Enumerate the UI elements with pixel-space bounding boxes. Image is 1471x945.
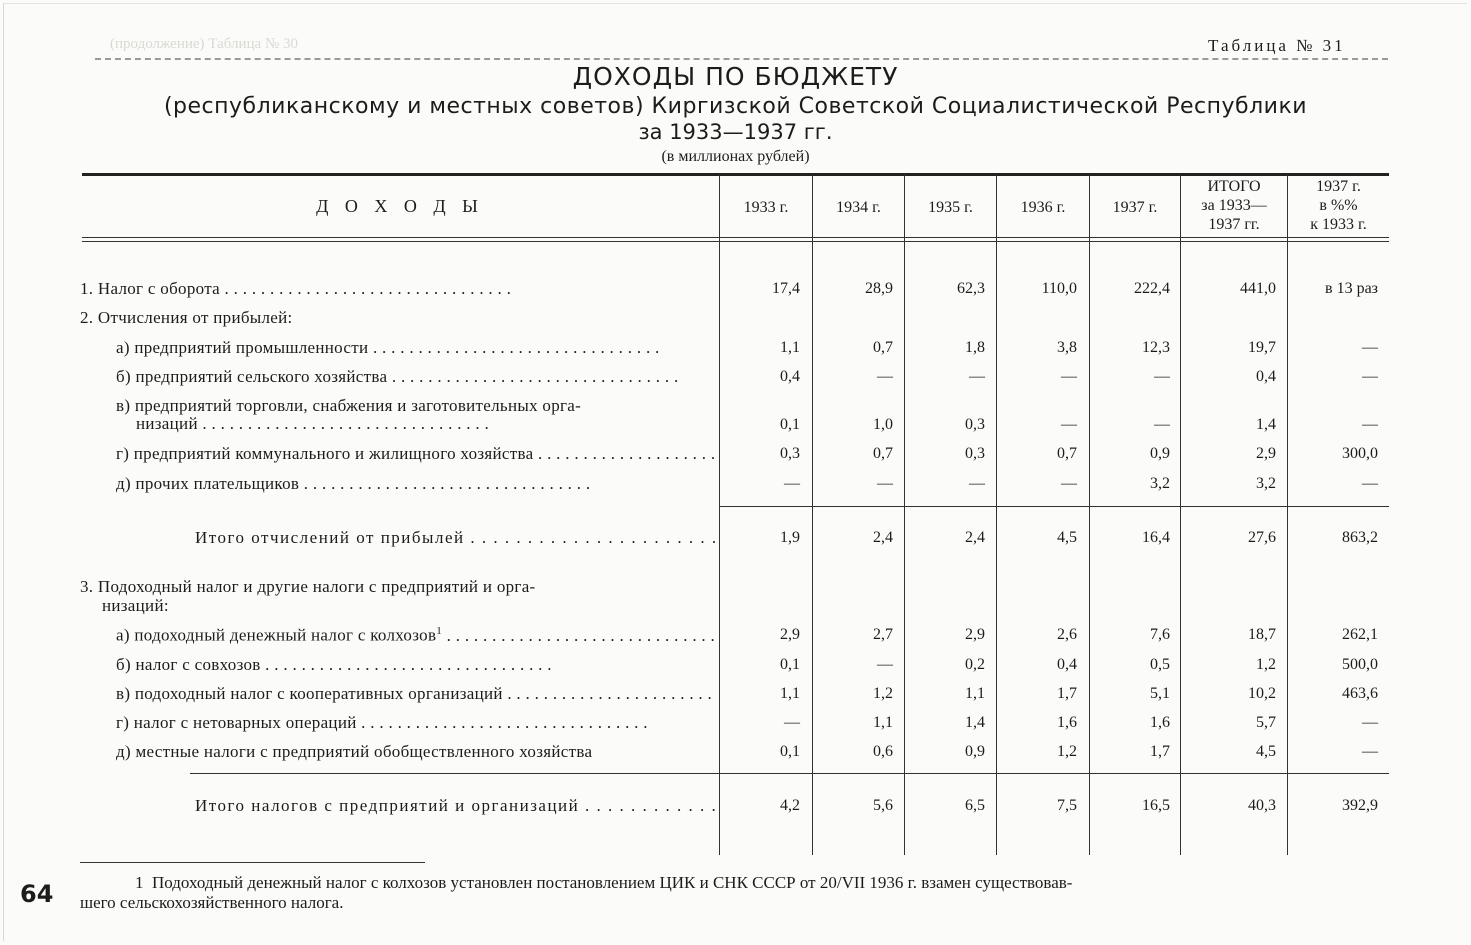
table-cell: — — [1362, 368, 1378, 385]
column-header-year: 1934 г. — [836, 199, 881, 216]
column-header-total-line: за 1933— — [1201, 197, 1267, 214]
table-cell: 0,7 — [873, 445, 893, 462]
table-cell: 1,2 — [873, 685, 893, 702]
row-label-communal: г) предприятий коммунального и жилищного хозяйства . . . — [116, 444, 715, 464]
table-cell: в 13 раз — [1325, 280, 1378, 297]
row-label-income-tax-cont: низаций: — [102, 596, 169, 615]
table-cell: 0,1 — [780, 416, 800, 433]
table-cell: 19,7 — [1248, 339, 1276, 356]
table-cell: 300,0 — [1342, 445, 1378, 462]
table-cell: — — [1154, 368, 1170, 385]
table-cell: 1,7 — [1150, 743, 1170, 760]
table-cell: 2,4 — [873, 529, 893, 546]
table-cell: 0,6 — [873, 743, 893, 760]
table-cell: 2,9 — [965, 626, 985, 643]
row-label-local-taxes: д) местные налоги с предприятий обобществленного хозяйства — [116, 742, 593, 761]
table-cell: 5,1 — [1150, 685, 1170, 702]
table-cell: 16,4 — [1142, 529, 1170, 546]
table-cell: 0,4 — [1057, 656, 1077, 673]
table-cell: 17,4 — [772, 280, 800, 297]
table-cell: — — [877, 656, 893, 673]
column-header-year: 1935 г. — [928, 199, 973, 216]
table-cell: 0,3 — [780, 445, 800, 462]
table-top-rule — [82, 173, 1389, 176]
table-cell: 0,4 — [780, 368, 800, 385]
row-label-tax-total: Итого налогов с предприятий и организаций . . . — [195, 796, 715, 816]
footnote-number: 1 — [135, 873, 144, 892]
column-header-year: 1936 г. — [1020, 199, 1066, 216]
table-cell: 62,3 — [957, 280, 985, 297]
table-cell: 863,2 — [1342, 529, 1378, 546]
subtotal-rule-1 — [720, 506, 1389, 507]
bleed-through-text: (продолжение) Таблица № 30 — [110, 36, 299, 52]
table-cell: 1,1 — [873, 714, 893, 731]
table-cell: 16,5 — [1142, 797, 1170, 814]
table-cell: — — [784, 475, 800, 492]
leader-dots — [442, 626, 715, 645]
table-cell: 0,9 — [1150, 445, 1170, 462]
table-cell: 0,9 — [965, 743, 985, 760]
table-cell: 0,5 — [1150, 656, 1170, 673]
table-cell: 1,1 — [780, 685, 800, 702]
row-label-income-tax: 3. Подоходный налог и другие налоги с предприятий и орга- — [80, 577, 536, 596]
table-cell: — — [1061, 368, 1077, 385]
header-rule — [95, 58, 1388, 60]
row-label-turnover-tax: 1. Налог с оборота . . . — [80, 279, 715, 299]
table-cell: — — [969, 475, 985, 492]
footnote-text: Подоходный денежный налог с колхозов установлен постановлением ЦИК и СНК СССР от 20/VII 1936 г. взамен существовав- — [152, 873, 1073, 892]
table-cell: 1,8 — [965, 339, 985, 356]
row-label-state-farms: б) налог с совхозов . . . — [116, 655, 715, 675]
table-cell: 5,7 — [1256, 714, 1276, 731]
row-label-trade-cont: низаций . . . — [136, 414, 715, 434]
table-cell: 1,9 — [780, 529, 800, 546]
table-cell: 2,7 — [873, 626, 893, 643]
footnote-line-1 — [135, 873, 1072, 893]
column-header-percent — [1288, 177, 1389, 234]
table-cell: 1,6 — [1057, 714, 1077, 731]
table-cell: 28,9 — [865, 280, 893, 297]
table-cell: 0,7 — [1057, 445, 1077, 462]
table-cell: 110,0 — [1041, 280, 1077, 297]
table-cell: 0,3 — [965, 445, 985, 462]
footnote-reference[interactable]: 1 — [436, 625, 443, 637]
table-cell: 18,7 — [1248, 626, 1276, 643]
table-cell: 1,2 — [1256, 656, 1276, 673]
table-cell: 12,3 — [1142, 339, 1170, 356]
table-cell: 0,3 — [965, 416, 985, 433]
table-cell: 3,2 — [1150, 475, 1170, 492]
table-number: Таблица № 31 — [1208, 36, 1346, 55]
table-cell: 1,1 — [780, 339, 800, 356]
table-cell: — — [1362, 714, 1378, 731]
row-label-agriculture: б) предприятий сельского хозяйства . . . — [116, 367, 715, 387]
column-header-total — [1181, 177, 1287, 234]
table-cell: 5,6 — [873, 797, 893, 814]
table-cell: 2,9 — [1256, 445, 1276, 462]
header-bottom-rule — [82, 237, 1389, 238]
table-cell: — — [1061, 416, 1077, 433]
table-cell: 441,0 — [1240, 280, 1276, 297]
row-label-industry: а) предприятий промышленности . . . — [116, 338, 715, 358]
table-cell: 3,8 — [1057, 339, 1077, 356]
row-label-cooperatives: в) подоходный налог с кооперативных организаций . . . — [116, 684, 715, 704]
table-cell: 7,6 — [1150, 626, 1170, 643]
table-cell: 10,2 — [1248, 685, 1276, 702]
table-cell: 7,5 — [1057, 797, 1077, 814]
table-cell: — — [969, 368, 985, 385]
table-cell: 4,5 — [1256, 743, 1276, 760]
row-label-collective-farms-text: а) подоходный денежный налог с колхозов — [116, 625, 437, 645]
table-cell: 0,2 — [965, 656, 985, 673]
column-header-total-line: ИТОГО — [1207, 178, 1261, 195]
row-label-collective-farms — [116, 625, 715, 646]
page-number: 64 — [20, 880, 54, 908]
table-cell: 1,7 — [1057, 685, 1077, 702]
header-bottom-rule-2 — [82, 241, 1389, 242]
table-title: ДОХОДЫ ПО БЮДЖЕТУ — [572, 62, 899, 91]
table-cell: 2,4 — [965, 529, 985, 546]
footnote-line-2: шего сельскохозяйственного налога. — [80, 893, 344, 912]
subtotal-rule-2 — [190, 773, 1389, 774]
table-cell: 6,5 — [965, 797, 985, 814]
table-cell: — — [1362, 339, 1378, 356]
row-label-other-payers: д) прочих плательщиков . . . — [116, 474, 715, 494]
table-cell: 1,4 — [965, 714, 985, 731]
table-cell: — — [1362, 416, 1378, 433]
row-label-trade: в) предприятий торговли, снабжения и заготовительных орга- — [116, 396, 582, 415]
column-header-total-line: 1937 гг. — [1208, 216, 1260, 233]
table-cell: 2,6 — [1057, 626, 1077, 643]
footnote-rule — [80, 862, 425, 863]
row-label-profit-deductions: 2. Отчисления от прибылей: — [80, 308, 293, 327]
table-cell: 4,2 — [780, 797, 800, 814]
table-cell: 1,4 — [1256, 416, 1276, 433]
table-cell: 500,0 — [1342, 656, 1378, 673]
table-subtitle: (республиканскому и местных советов) Киргизской Советской Социалистической Республики — [163, 94, 1308, 119]
table-cell: 4,5 — [1057, 529, 1077, 546]
table-cell: 1,6 — [1150, 714, 1170, 731]
column-header-percent-line: к 1933 г. — [1310, 216, 1367, 233]
column-header-percent-line: в %% — [1319, 197, 1358, 214]
table-cell: 1,0 — [873, 416, 893, 433]
table-cell: 3,2 — [1256, 475, 1276, 492]
table-period: за 1933—1937 гг. — [638, 120, 833, 144]
table-cell: 463,6 — [1342, 685, 1378, 702]
column-header-year: 1937 г. — [1112, 199, 1158, 216]
table-cell: 0,4 — [1256, 368, 1276, 385]
table-cell: 392,9 — [1342, 797, 1378, 814]
table-cell: 0,1 — [780, 656, 800, 673]
table-cell: 262,1 — [1342, 626, 1378, 643]
table-cell: — — [1362, 743, 1378, 760]
table-cell: — — [1362, 475, 1378, 492]
column-header-percent-line: 1937 г. — [1316, 178, 1361, 195]
table-cell: 0,7 — [873, 339, 893, 356]
table-cell: 40,3 — [1248, 797, 1276, 814]
table-cell: — — [1061, 475, 1077, 492]
table-cell: 27,6 — [1248, 529, 1276, 546]
table-cell: — — [877, 368, 893, 385]
table-units: (в миллионах рублей) — [661, 148, 810, 165]
table-cell: 2,9 — [780, 626, 800, 643]
table-cell: 1,1 — [965, 685, 985, 702]
table-cell: — — [877, 475, 893, 492]
table-cell: 0,1 — [780, 743, 800, 760]
table-cell: 1,2 — [1057, 743, 1077, 760]
column-header-revenue: Д О Х О Д Ы — [316, 196, 484, 216]
table-cell: — — [1154, 416, 1170, 433]
row-label-non-commodity: г) налог с нетоварных операций . . . — [116, 713, 715, 733]
row-label-profit-total: Итого отчислений от прибылей . . . — [195, 528, 715, 548]
table-cell: 222,4 — [1134, 280, 1170, 297]
column-header-year: 1933 г. — [743, 199, 789, 216]
table-cell: — — [784, 714, 800, 731]
